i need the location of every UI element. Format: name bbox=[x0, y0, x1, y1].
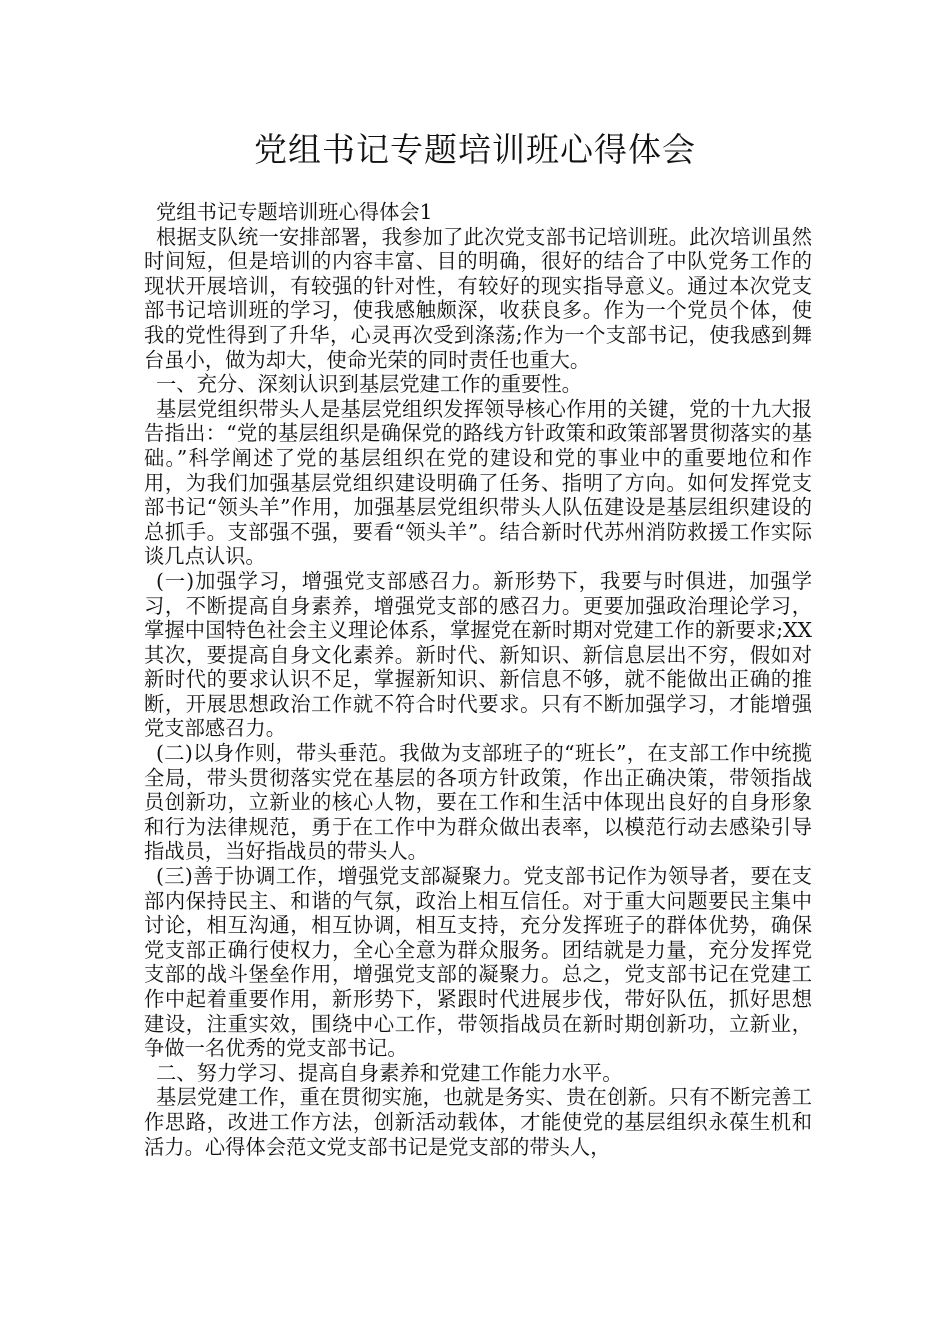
section-heading: 一、充分、深刻认识到基层党建工作的重要性。 bbox=[156, 372, 582, 397]
document-body bbox=[144, 200, 812, 1159]
paragraph: 基层党建工作，重在贯彻实施，也就是务实、贵在创新。只有不断完善工作思路，改进工作方法，创新活动载体，才能使党的基层组织永葆生机和活力。心得体会范文党支部书记是党支部的带头人， bbox=[144, 1085, 812, 1159]
paragraph: 基层党组织带头人是基层党组织发挥领导核心作用的关键，党的十九大报告指出：“党的基层组织是确保党的路线方针政策和政策部署贯彻落实的基础。”科学阐述了党的基层组织在党的建设和党的事业中的重要地位和作用，为我们加强基层党组织建设明确了任务、指明了方向。如何发挥党支部书记“领头羊”作用，加强基层党组织带头人队伍建设是基层组织建设的总抓手。支部强不强，要看“领头羊”。结合新时代苏州消防救援工作实际谈几点认识。 bbox=[144, 396, 812, 569]
paragraph: (三)善于协调工作，增强党支部凝聚力。党支部书记作为领导者，要在支部内保持民主、和谐的气氛，政治上相互信任。对于重大问题要民主集中讨论，相互沟通，相互协调，相互支持，充分发挥班子的群体优势，确保党支部正确行使权力，全心全意为群众服务。团结就是力量，充分发挥党支部的战斗堡垒作用，增强党支部的凝聚力。总之，党支部书记在党建工作中起着重要作用，新形势下，紧跟时代进展步伐，带好队伍，抓好思想建设，注重实效，围绕中心工作，带领指战员在新时期创新功，立新业，争做一名优秀的党支部书记。 bbox=[144, 864, 812, 1061]
document-title: 党组书记专题培训班心得体会 bbox=[254, 130, 696, 169]
paragraph: 根据支队统一安排部署，我参加了此次党支部书记培训班。此次培训虽然时间短，但是培训的内容丰富、目的明确，很好的结合了中队党务工作的现状开展培训，有较强的针对性，有较好的现实指导意义。通过本次党支部书记培训班的学习，使我感触颇深，收获良多。作为一个党员个体，使我的党性得到了升华，心灵再次受到涤荡;作为一个支部书记，使我感到舞台虽小，做为却大，使命光荣的同时责任也重大。 bbox=[144, 224, 812, 372]
section-heading: 二、努力学习、提高自身素养和党建工作能力水平。 bbox=[156, 1060, 623, 1085]
paragraph: (二)以身作则，带头垂范。我做为支部班子的“班长”，在支部工作中统揽全局，带头贯彻落实党在基层的各项方针政策，作出正确决策，带领指战员创新功，立新业的核心人物，要在工作和生活中体现出良好的自身形象和行为法律规范，勇于在工作中为群众做出表率，以模范行动去感染引导指战员，当好指战员的带头人。 bbox=[144, 741, 812, 864]
paragraph-subtitle: 党组书记专题培训班心得体会1 bbox=[156, 200, 433, 224]
paragraph: (一)加强学习，增强党支部感召力。新形势下，我要与时俱进，加强学习，不断提高自身素养，增强党支部的感召力。更要加强政治理论学习，掌握中国特色社会主义理论体系，掌握党在新时期对党建工作的新要求;XX其次，要提高自身文化素养。新时代、新知识、新信息层出不穷，假如对新时代的要求认识不足，掌握新知识、新信息不够，就不能做出正确的推断，开展思想政治工作就不符合时代要求。只有不断加强学习，才能增强党支部感召力。 bbox=[144, 568, 812, 741]
